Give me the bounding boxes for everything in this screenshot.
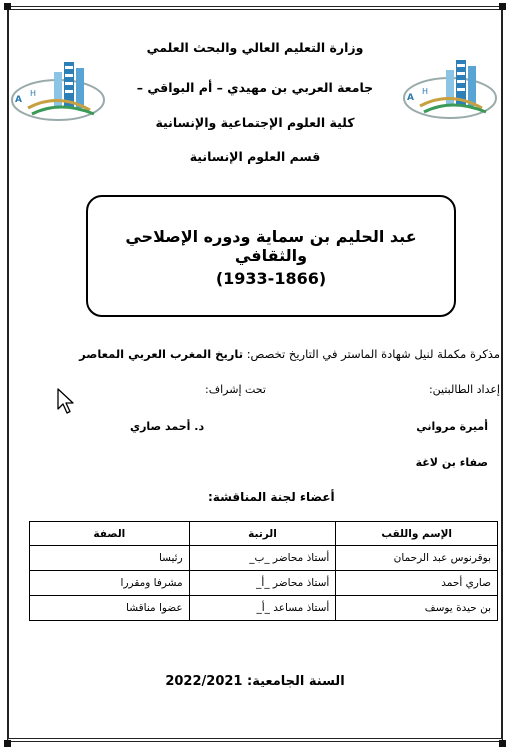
department-name: قسم العلوم الإنسانية — [189, 149, 321, 164]
svg-text:H: H — [421, 87, 428, 96]
column-header: الصفة — [30, 522, 190, 546]
border-corner — [4, 3, 11, 10]
thesis-title: عبد الحليم بن سماية ودوره الإصلاحي والثقافي — [125, 227, 417, 265]
member-name: بوقرنوس عبد الرحمان — [336, 546, 498, 571]
member-name: صاري أحمد — [336, 571, 498, 596]
ministry-name: وزارة التعليم العالي والبحث العلمي — [146, 40, 364, 55]
column-header: الرتبة — [189, 522, 336, 546]
student-name: صفاء بن لاغة — [415, 456, 488, 469]
committee-title: أعضاء لجنة المناقشة: — [208, 490, 335, 504]
thesis-years: (1933-1866) — [215, 269, 327, 288]
member-rank: أستاذ مساعد _أ_ — [189, 596, 336, 621]
academic-year-label: السنة الجامعية: — [247, 674, 345, 689]
students-label: إعداد الطالبتين: — [428, 383, 500, 396]
member-name: بن حيدة يوسف — [336, 596, 498, 621]
supervisor-name: د. أحمد صاري — [130, 420, 205, 433]
column-header: الإسم واللقب — [336, 522, 498, 546]
table-row — [30, 571, 498, 596]
faculty-name: كلية العلوم الإجتماعية والإنسانية — [155, 115, 355, 130]
student-name: أميرة مرواني — [416, 420, 488, 433]
academic-year — [0, 674, 510, 689]
memo-line — [79, 347, 500, 361]
academic-year-value: 2022/2021 — [165, 674, 243, 689]
border-corner — [499, 740, 506, 747]
svg-text:A: A — [407, 93, 414, 103]
border-corner — [4, 740, 11, 747]
member-rank: أستاذ محاضر _ب_ — [189, 546, 336, 571]
member-rank: أستاذ محاضر _أ_ — [189, 571, 336, 596]
memo-specialty: تاريخ المغرب العربي المعاصر — [79, 347, 244, 361]
svg-text:H: H — [29, 89, 36, 98]
mouse-pointer-icon — [56, 387, 78, 415]
border-corner — [499, 3, 506, 10]
supervisor-label: تحت إشراف: — [205, 383, 266, 396]
title-box — [86, 195, 456, 317]
member-role: عضوا مناقشا — [30, 596, 190, 621]
committee-table — [29, 521, 498, 621]
svg-text:A: A — [15, 95, 22, 105]
member-role: مشرفا ومقررا — [30, 571, 190, 596]
table-row — [30, 546, 498, 571]
university-name: جامعة العربي بن مهيدي – أم البواقي – — [136, 80, 374, 95]
table-header-row — [30, 522, 498, 546]
table-row — [30, 596, 498, 621]
memo-prefix: مذكرة مكملة لنيل شهادة الماستر في التاريخ تخصص: — [246, 347, 500, 361]
member-role: رئيسا — [30, 546, 190, 571]
